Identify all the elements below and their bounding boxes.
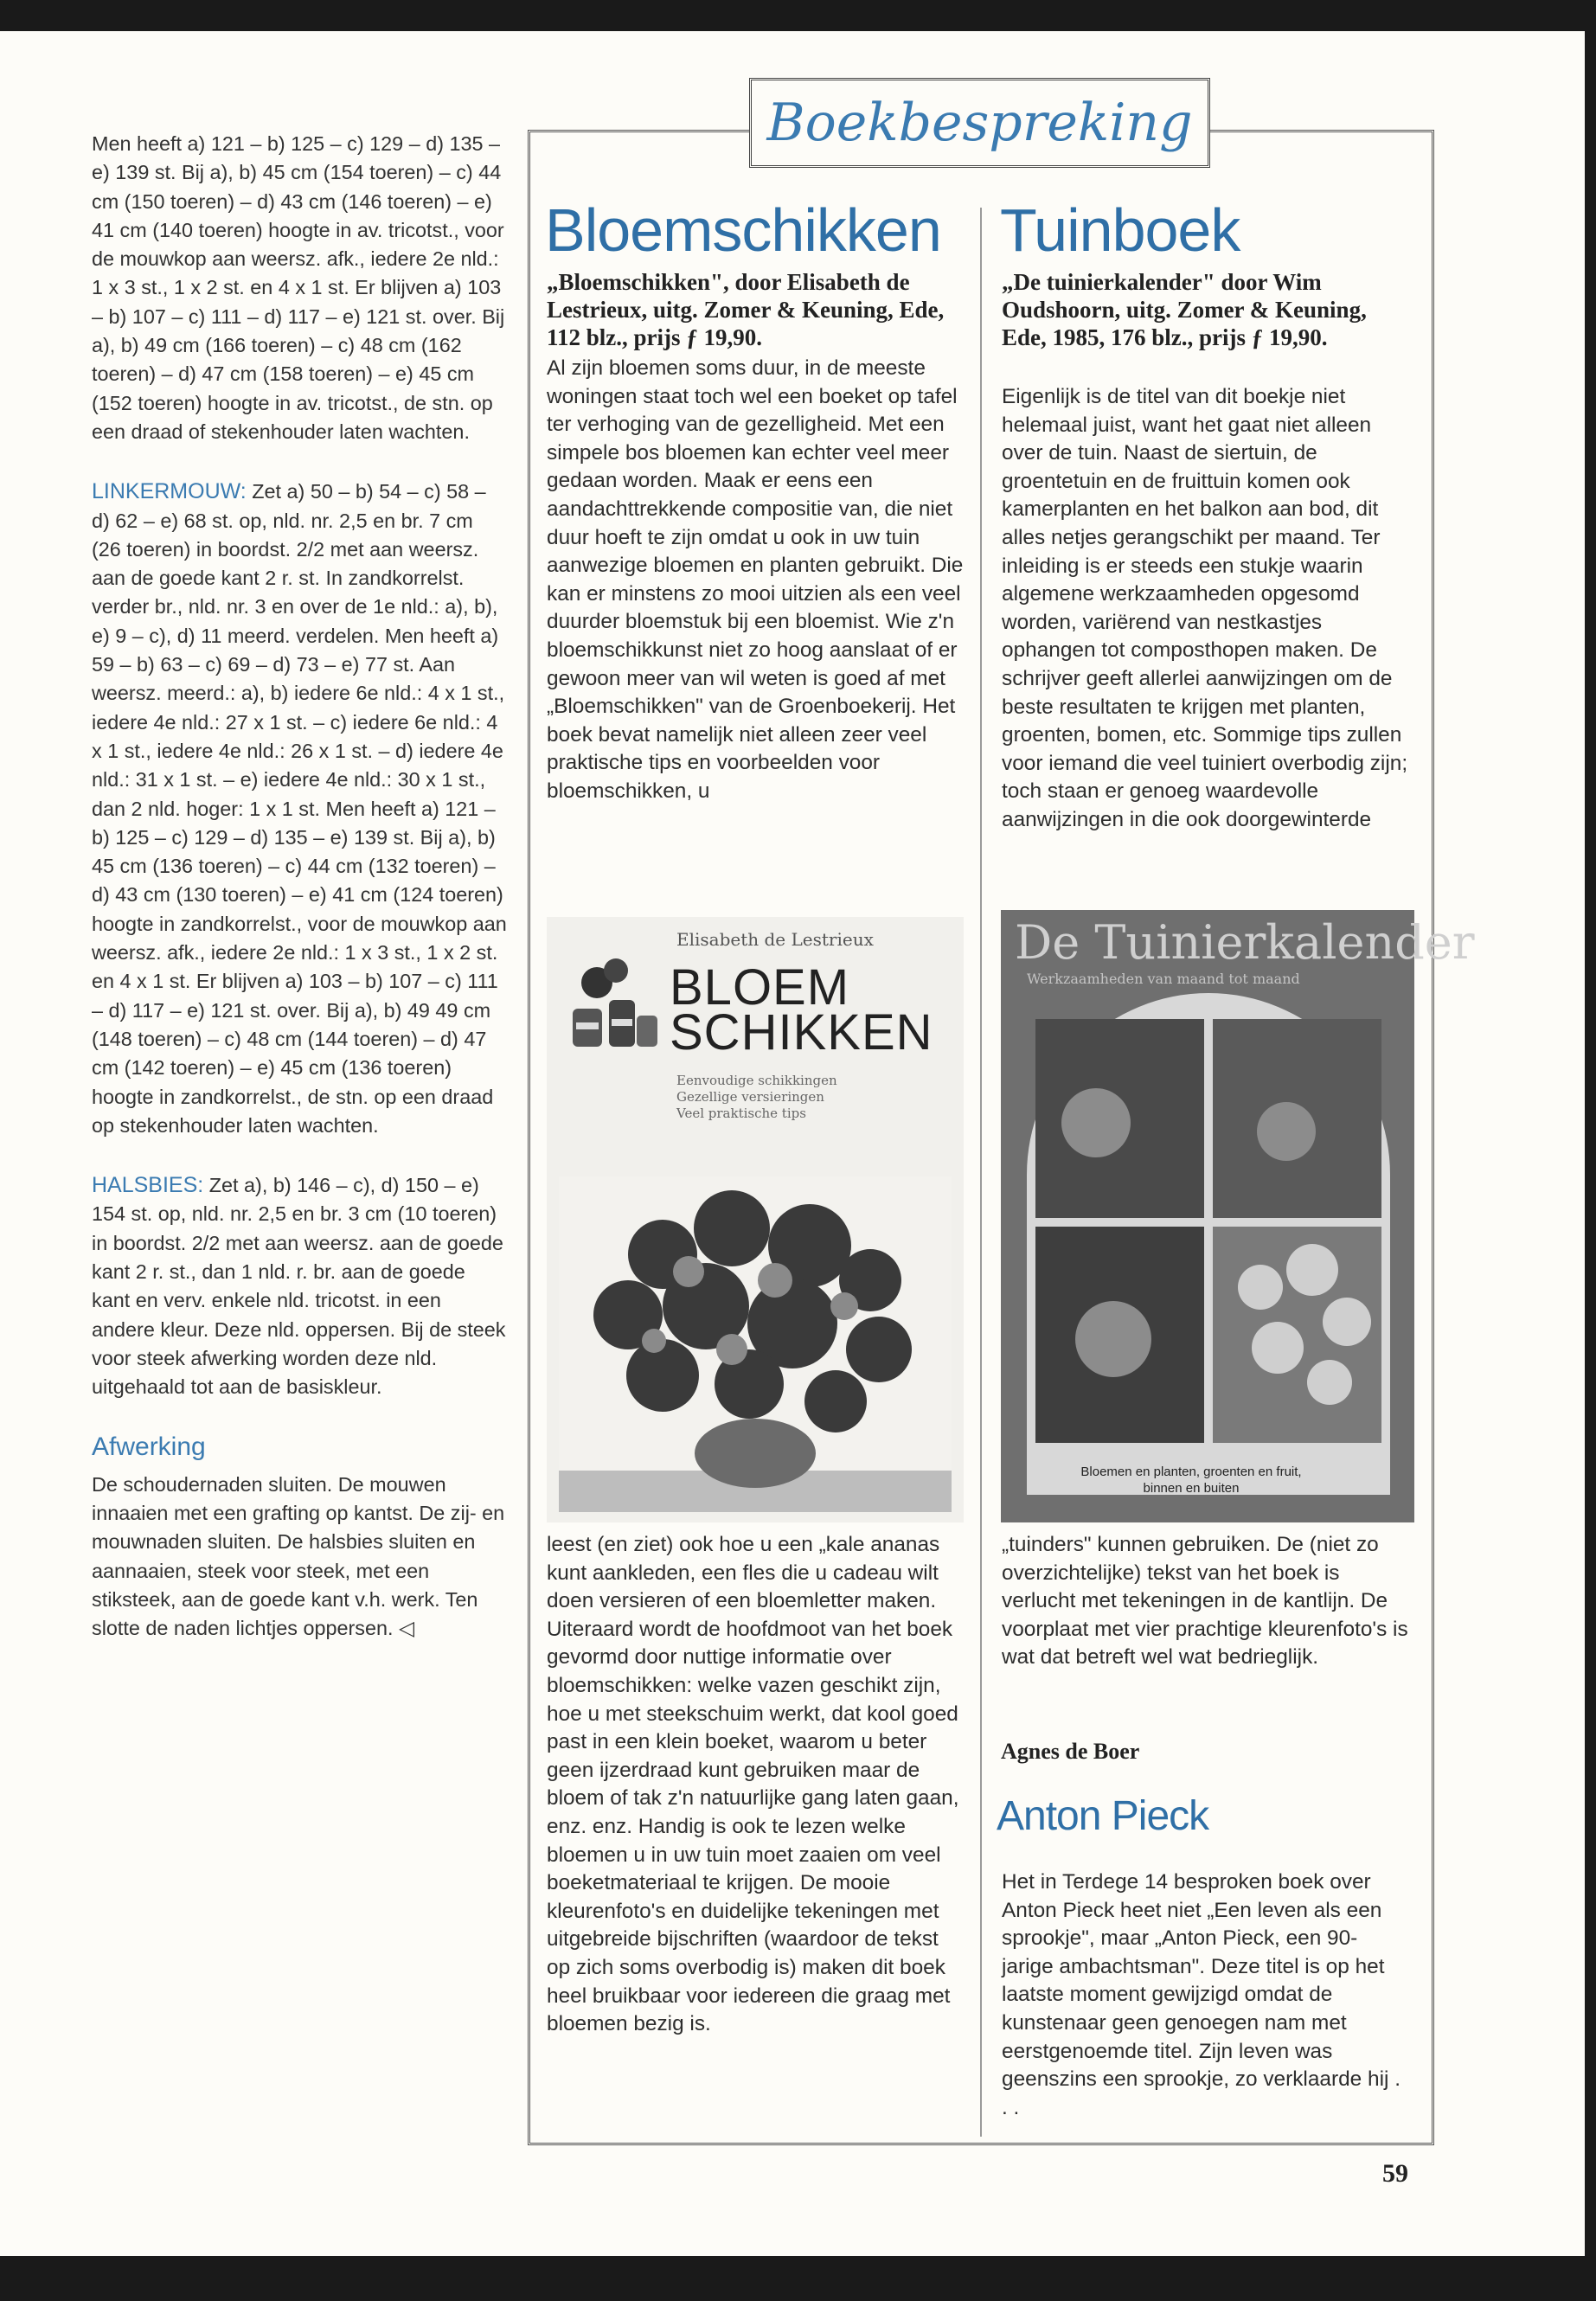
review-byline-tuinboek: „De tuinierkalender" door Wim Oudshoorn, uitg. Zomer & Keuning, Ede, 1985, 176 blz., prijs ƒ 19,90.	[1002, 269, 1367, 350]
column-divider	[980, 208, 982, 2137]
review-body-bloemschikken-top	[547, 355, 965, 806]
review-body-bloemschikken-bottom	[547, 1531, 965, 2039]
review-text: Al zijn bloemen soms duur, in de meeste woningen staat toch wel een boeket op tafel ter verhoging van de gezelligheid. Met een simpele bos bloemen kan echter veel meer gedaan worden. Maak er eens een aandachttrekkende compositie van, die niet duur hoeft te zijn omdat u ook in uw tuin aanwezige bloemen en planten gebruikt. Die kan er minstens zo mooi uitzien als een veel duurder bloemstuk bij een bloemist. Wie z'n bloemschikkunst niet zo hoog aanslaat of er gewoon meer van wil weten is goed af met „Bloemschikken" van de Groenboekerij. Het boek bevat namelijk niet alleen zeer veel praktische tips en voorbeelden voor bloemschikken, u	[547, 356, 964, 803]
cover2-subtitle: Werkzaamheden van maand tot maand	[1027, 971, 1300, 987]
halsbies-heading: HALSBIES:	[92, 1173, 204, 1198]
flower-arrangement-photo	[559, 1176, 952, 1512]
page-number: 59	[1382, 2159, 1408, 2188]
right-border	[1585, 0, 1596, 2301]
cover-sub-2: Gezellige versieringen	[676, 1089, 824, 1105]
linkermouw-text: Zet a) 50 – b) 54 – c) 58 – d) 62 – e) 68 st. op, nld. nr. 2,5 en br. 7 cm (26 toeren) in boordst. 2/2 met aan weersz. aan de goede kant 2 r. st. In zandkorrelst. verder br., nld. nr. 3 en over de 1e nld.: a), b), e) 9 – c), d) 11 meerd. verdelen. Men heeft a) 59 – b) 63 – c) 69 – d) 73 – e) 77 st. Aan weersz. meerd.: a), b) iedere 6e nld.: 4 x 1 st., iedere 4e nld.: 27 x 1 st. – c) iedere 6e nld.: 4 x 1 st., iedere 4e nld.: 26 x 1 st. – d) iedere 4e nld.: 31 x 1 st. – e) iedere 4e nld.: 30 x 1 st., dan 2 nld. hoger: 1 x 1 st. Men heeft a) 121 – b) 125 – c) 129 – d) 135 – e) 139 st. Bij a), b) 45 cm (136 toeren) – c) 44 cm (132 toeren) – d) 43 cm (130 toeren) – e) 41 cm (124 toeren) hoogte in zandkorrelst., voor de mouwkop aan weersz. afk., iedere 2e nld.: 1 x 3 st., 1 x 2 st. en 4 x 1 st. Er blijven a) 103 – b) 107 – c) 111 – d) 117 – e) 121 st. over. Bij a), b) 49 49 cm (148 toeren) – c) 48 cm (144 toeren) – d) 47 cm (142 toeren) – e) 45 cm (136 toeren) hoogte in zandkorrelst., de stn. op een draad op stekenhouder laten wachten.	[92, 480, 507, 1137]
pattern-paragraph-1: Men heeft a) 121 – b) 125 – c) 129 – d) 135 – e) 139 st. Bij a), b) 45 cm (154 toeren) – c) 44 cm (150 toeren) – d) 43 cm (146 toeren) – e) 41 cm (140 toeren) hoogte in av. tricotst., voor de mouwkop aan weersz. afk., iedere 2e nld.: 1 x 3 st., 1 x 2 st. en 4 x 1 st. Er blijven a) 103 – b) 107 – c) 111 – d) 117 – e) 121 st. over. Bij a), b) 49 cm (166 toeren) – c) 48 cm (162 toeren) – d) 47 cm (158 toeren) – e) 45 cm (152 toeren) hoogte in av. tricotst., de stn. op een draad of stekenhouder laten wachten.	[92, 132, 505, 443]
jars-icon	[566, 948, 661, 1052]
cover-subtitles	[676, 1073, 837, 1122]
section-title: Boekbespreking	[766, 93, 1193, 153]
review-text: leest (en ziet) ook hoe u een „kale ananas kunt aankleden, een fles die u cadeau wilt doen versieren of een bloemletter maken. Uiteraard wordt de hoofdmoot van het boek gevormd door nuttige informatie over bloemschikken: welke vazen geschikt zijn, hoe u met steekschuim werkt, dat kool goed past in een klein boeket, waarom u beter geen ijzerdraad kunt gebruiken maar de bloem of tak z'n natuurlijke gang laten gaan, enz. enz. Handig is ook te lezen welke bloemen u in uw tuin moet zaaien om veel boeketmateriaal te krijgen. De mooie kleurenfoto's en duidelijke tekeningen met uitgebreide bijschriften (waardoor de tekst op zich soms overbodig is) maken dit boek heel bruikbaar voor iedereen die graag met bloemen bezig is.	[547, 1533, 959, 2036]
review-title-tuinboek: Tuinboek	[1000, 196, 1240, 264]
review-text: Eigenlijk is de titel van dit boekje niet helemaal juist, want het gaat niet alleen over de tuin. Naast de siertuin, de groentetuin en de fruittuin komen ook kamerplanten en het balkon aan bod, dit alles netjes gerangschikt per maand. Ter inleiding is er steeds een stukje waarin algemene werkzaamheden opgesomd worden, variërend van nestkastjes ophangen tot composthopen maken. De schrijver geeft allerlei aanwijzingen om de beste resultaten te krijgen met planten, groenten, bomen, etc. Sommige tips zullen voor iemand die veel tuiniert overbodig zijn; toch staan er genoeg waardevolle aanwijzingen in die ook doorgewinterde	[1002, 385, 1408, 831]
top-border	[0, 0, 1596, 31]
cover-title-line1: BLOEM	[670, 959, 850, 1016]
review-body-tuinboek-top	[1002, 383, 1408, 835]
garden-photos	[1027, 993, 1390, 1495]
review-title-bloemschikken: Bloemschikken	[545, 196, 941, 264]
book-cover-tuinierkalender	[1001, 910, 1475, 1522]
cover-sub-1: Eenvoudige schikkingen	[676, 1073, 837, 1088]
review-body-anton-pieck	[1002, 1868, 1408, 2122]
section-banner	[749, 78, 1210, 168]
review-signature: Agnes de Boer	[1001, 1739, 1140, 1764]
cover-title-line2: SCHIKKEN	[670, 1004, 933, 1061]
linkermouw-heading: LINKERMOUW:	[92, 479, 247, 504]
review-body-tuinboek-bottom	[1002, 1531, 1408, 1672]
book-cover-bloemschikken	[547, 917, 964, 1522]
cover-author: Elisabeth de Lestrieux	[676, 929, 874, 950]
bottom-border	[0, 2256, 1596, 2301]
halsbies-text: Zet a), b) 146 – c), d) 150 – e) 154 st. op, nld. nr. 2,5 en br. 3 cm (10 toeren) in boordst. 2/2 met aan weersz. aan de goede kant 2 r. st., dan 1 nld. r. br. aan de goede kant en verv. enkele nld. tricotst. in een andere kleur. Deze nld. oppersen. Bij de steek voor steek afwerking worden deze nld. uitgehaald tot aan de basiskleur.	[92, 1174, 506, 1399]
cover2-photo-arch	[1027, 993, 1390, 1495]
review-text: „tuinders" kunnen gebruiken. De (niet zo overzichtelijke) tekst van het boek is verlucht met tekeningen in de kantlijn. De voorplaat met vier prachtige kleurenfoto's is wat dat betreft wel wat bedrieglijk.	[1002, 1533, 1408, 1670]
pattern-paragraph-2	[92, 478, 507, 1140]
pattern-paragraph-4: De schoudernaden sluiten. De mouwen innaaien met een grafting op kantst. De zij- en mouwnaden sluiten. De halsbies sluiten en aannaaien, steek voor steek, met een stiksteek, aan de goede kant v.h. werk. Ten slotte de naden lichtjes oppersen. ◁	[92, 1472, 505, 1640]
cover-sub-3: Veel praktische tips	[676, 1106, 806, 1121]
cover2-title: De Tuinierkalender	[1015, 915, 1475, 970]
afwerking-heading: Afwerking	[92, 1433, 206, 1462]
pattern-paragraph-3	[92, 1171, 507, 1401]
cover2-footer: Bloemen en planten, groenten en fruit, binnen en buiten	[1080, 1465, 1302, 1496]
review-byline-bloemschikken: „Bloemschikken", door Elisabeth de Lestrieux, uitg. Zomer & Keuning, Ede, 112 blz., prijs ƒ 19,90.	[547, 269, 945, 350]
review-title-anton-pieck: Anton Pieck	[997, 1793, 1209, 1839]
review-text: Het in Terdege 14 besproken boek over Anton Pieck heet niet „Een leven als een sprookje", maar „Anton Pieck, een 90-jarige ambachtsman". Deze titel is op het laatste moment gewijzigd omdat de kunstenaar geen genoegen nam met eerstgenoemde titel. Zijn leven was geenszins een sprookje, zo verklaarde hij . . .	[1002, 1870, 1401, 2119]
knitting-pattern-column	[92, 130, 507, 1644]
